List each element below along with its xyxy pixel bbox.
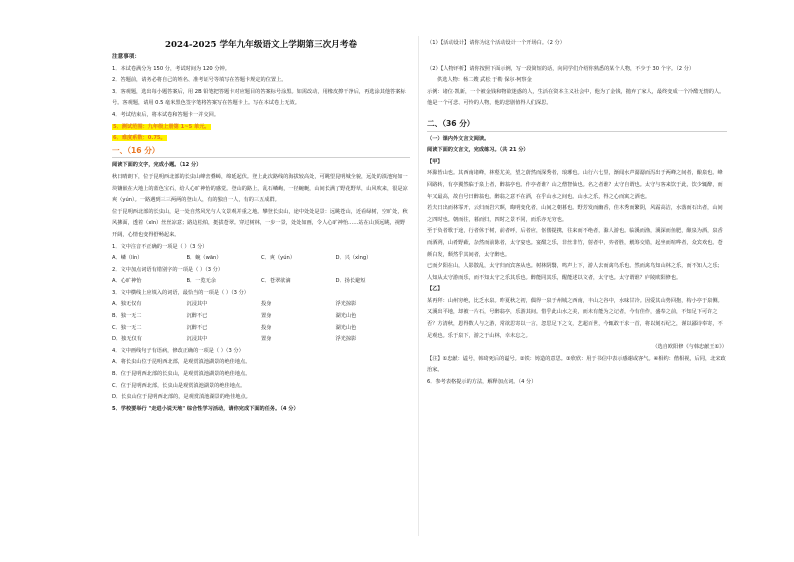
- section-one: 一、（16 分）: [112, 145, 160, 155]
- cell: 沉醉不已: [186, 324, 208, 331]
- option[interactable]: A．心旷神怡: [112, 278, 142, 285]
- section-two: 二、（36 分）: [427, 118, 475, 128]
- option[interactable]: A．将长虫山位于昆明西北部，是观赏滇池湖景的绝佳地点。: [112, 359, 251, 366]
- option[interactable]: D．兴（xìng）: [335, 255, 372, 262]
- option[interactable]: B．位于昆明西北部的长虫山，是观赏滇池湖景的绝佳地点。: [112, 371, 251, 378]
- question-4: 4．文中画线句子有语病，修改正确的一项是（ ）（3 分）: [112, 347, 244, 354]
- cell: B．独一无二: [112, 313, 142, 320]
- divider: [112, 157, 410, 158]
- cell: 投身: [261, 324, 272, 331]
- question-3-row-c[interactable]: [112, 323, 410, 335]
- difficulty: [112, 133, 410, 145]
- jia-paragraph: 若夫日出而林霏开，云归而岩穴暝，晦明变化者，山间之朝暮也。野芳发而幽香，佳木秀而繁阴，风霜高洁，水落而石出者，山间之四时也。朝而往，暮而归，四时之景不同，而乐亦无穷也。: [427, 205, 723, 223]
- column-divider: [418, 36, 419, 536]
- question-1-options: [112, 253, 410, 265]
- jia-paragraph: 已而夕阳在山，人影散乱，太守归而宾客从也。树林阴翳，鸣声上下，游人去而禽鸟乐也。然而禽鸟知山林之乐，而不知人之乐；人知从太守游而乐，而不知太守之乐其乐也。醉能同其乐，醒能述以文者，太守也。太守谓谁？庐陵欧阳修也。: [427, 263, 723, 281]
- option[interactable]: D．扬长避短: [335, 278, 366, 285]
- cell: 浮光掠影: [335, 336, 357, 343]
- cell: 浮光掠影: [335, 301, 357, 308]
- cell: 置身: [261, 313, 272, 320]
- option[interactable]: C．位于昆明西北部，长虫山是观赏滇池湖景的绝佳地点。: [112, 382, 246, 389]
- option[interactable]: A．嶙（lín）: [112, 255, 143, 262]
- reading-instruction: 阅读下面的文言文，完成练习。（共 21 分）: [427, 147, 529, 154]
- yi-paragraph: 某再拜：山州穷绝，比乏水泉。昨夏秋之初，偶得一泉于州城之西南，丰山之谷中，水味甘冷。因爱其山势回抱，构小亭于泉侧。又溪出平地，却被一片石，号醉翁亭，乐游其间。惜乎此山水之美，而未有能为之记者，今有佳作，盛奉之前，不知足下可许之否？方清秋，恩得数人与之游，常欲思寄以一言，忽思足下之文，艺超百世，今辄敢干求一首，将以刻石纪之，谨以鄙诗奉寄，不足观也。乐于泉下，游之于山林，幸未忘之。: [427, 297, 723, 339]
- character-question: （2）【人物评析】请你按照下面示例，写一段简短的话，向同学们介绍你熟悉的某个人物，不少于 30 个字。（2 分）: [427, 65, 695, 72]
- jia-paragraph: 至于负者歌于途，行者休于树，前者呼，后者应，伛偻提携，往来而不绝者，滁人游也。临溪而渔，溪深而鱼肥，酿泉为酒，泉香而酒洌，山肴野蔌，杂然而前陈者，太守宴也。宴酣之乐，非丝非竹，射者中，弈者胜，觥筹交错，起坐而喧哗者，众宾欢也。苍颜白发，颓然乎其间者，太守醉也。: [427, 228, 723, 258]
- notice-title: 注意事项：: [112, 54, 140, 60]
- left-column: [112, 52, 410, 415]
- question-3: 3．文中横线上应填入的词语，最恰当的一项是（ ）（3 分）: [112, 289, 249, 296]
- notice-2: 2．答题前，请务必将自己的姓名、准考证号等填写在答题卡规定的位置上。: [112, 77, 287, 84]
- notice-4: 4．考试结束后，将本试卷和答题卡一并交回。: [112, 111, 220, 118]
- passage-2: 位于昆明西北部的长虫山，是一处自然风光与人文景观并重之地。攀登长虫山，途中处处是景：远眺苍山，近看绿树，空旷处，秋风拂面，透着（xīn）丝丝凉意；路边松柏，挺拔苍翠。穿过树林，一步一景，处处如画，令人心旷神怡……站在山顶远眺，视野开阔，心情也变得舒畅起来。: [112, 208, 408, 238]
- cell: 湖光山色: [335, 324, 357, 331]
- answer-space[interactable]: [427, 110, 727, 118]
- cell: 沉浸其中: [186, 336, 208, 343]
- notice-3: 3．客观题，选出每小题答案后，用 2B 铅笔把答题卡对应题目的答案标号涂黑。如需改动，用橡皮擦干净后，再选涂其他答案标号。客观题，请用 0.5 毫米黑色签字笔将答案写在答题卡上。写在本试卷上无效。: [112, 88, 406, 107]
- cell: D．独无仅有: [112, 336, 142, 343]
- reading-instruction: 阅读下面的文字，完成小题。（12 分）: [112, 162, 202, 169]
- cell: C．独一无二: [112, 324, 142, 331]
- cell: 沉醉不已: [186, 313, 208, 320]
- option[interactable]: B．蜿（wān）: [186, 255, 222, 262]
- question-2-options: [112, 276, 410, 288]
- question-6: 6．参考表格提示的方法，解释加点词。（4 分）: [427, 379, 537, 386]
- question-3-row-d[interactable]: [112, 334, 410, 346]
- candidates: 供选人物：杨二嫂 武松 于勒 保尔·柯察金: [437, 77, 532, 84]
- activity-question: （1）【活动设计】请你为这个活动设计一个开场白。（2 分）: [427, 40, 565, 46]
- notice-1: 1．本试卷满分为 150 分，考试时间为 120 分钟。: [112, 65, 230, 72]
- difficulty-highlight: 6．难度系数：0.75。: [113, 135, 166, 142]
- question-3-row-a[interactable]: [112, 299, 410, 311]
- yi-label: 【乙】: [427, 286, 443, 293]
- option[interactable]: C．苍翠欲滴: [261, 278, 291, 285]
- cell: 投身: [261, 301, 272, 308]
- jia-label: 【甲】: [427, 158, 443, 165]
- answer-space[interactable]: [427, 50, 727, 64]
- question-3-row-b[interactable]: [112, 311, 410, 323]
- cell: 湖光山色: [335, 313, 357, 320]
- example: 示例：诸位·凯新，一个被金钱和物欲迷惑的人，生活在资本主义社会中，他为了金钱，抛弃了家人，最终变成一个冷酷无情的人。他是一个可悲、可怜的人物，他的悲剧值得人们深思。: [427, 88, 725, 107]
- right-column: [427, 38, 727, 389]
- cell: 沉浸其中: [186, 301, 208, 308]
- passage-1: 秋日晴朗下，位于昆明西北部的长虫山峰峦叠嶂，绵延起伏。登上此次路线的海拔较高处，可眺望昆明城全貌，远处的滇池宛如一块镶嵌在大地上的蓝色宝石，给人心旷神怡的感觉。登山的路上，乱石嶙峋，一径蜿蜒，山间长满了野花野草，山风吹来，很是凉爽（yún）。一路遇到三三两两的登山人，有的独自一人，有的三五成群。: [112, 173, 408, 204]
- divider: [427, 131, 727, 132]
- option[interactable]: B．一览无余: [186, 278, 216, 285]
- cell: 置身: [261, 336, 272, 343]
- annotation: 【注】①忠献：谥号，韩琦死后的谥号。②铁：铸造的意思。③欣欣：用于书信中表示感谢或客气。④相约：偕相视，后同，北宋政治家。: [427, 355, 726, 374]
- cell: A．独无仅有: [112, 301, 142, 308]
- question-1: 1．文中注音不正确的一项是（ ）（3 分）: [112, 243, 208, 250]
- scope-highlight: 5．测试范围：九年级上册第 1~5 单元。: [113, 123, 210, 130]
- exam-title: 2024-2025 学年九年级语文上学期第三次月考卷: [165, 40, 357, 50]
- subsection-one: （一）课内外文言文阅读。: [427, 135, 490, 142]
- option[interactable]: C．爽（yún）: [261, 255, 296, 262]
- source: （选自欧阳修《与韩忠献王①》）: [652, 344, 727, 351]
- question-5: 5．学校要举行 "走进小说天地" 综合性学习活动，请你完成下面的任务。（4 分）: [112, 405, 299, 412]
- test-scope: [112, 122, 410, 134]
- jia-paragraph: 环滁皆山也。其西南诸峰，林壑尤美，望之蔚然而深秀者，琅琊也。山行六七里，渐闻水声潺潺而泻出于两峰之间者，酿泉也。峰回路转，有亭翼然临于泉上者，醉翁亭也。作亭者谁？山之僧智仙也。名之者谁？太守自谓也。太守与客来饮于此，饮少辄醉，而年又最高，故自号曰醉翁也。醉翁之意不在酒，在乎山水之间也。山水之乐，得之心而寓之酒也。: [427, 170, 723, 200]
- question-2: 2．文中加点词语有错别字的一项是（ ）（3 分）: [112, 266, 224, 273]
- option[interactable]: D．长虫山位于昆明西北部的，是观赏滇池湖景的绝佳地点。: [112, 394, 251, 401]
